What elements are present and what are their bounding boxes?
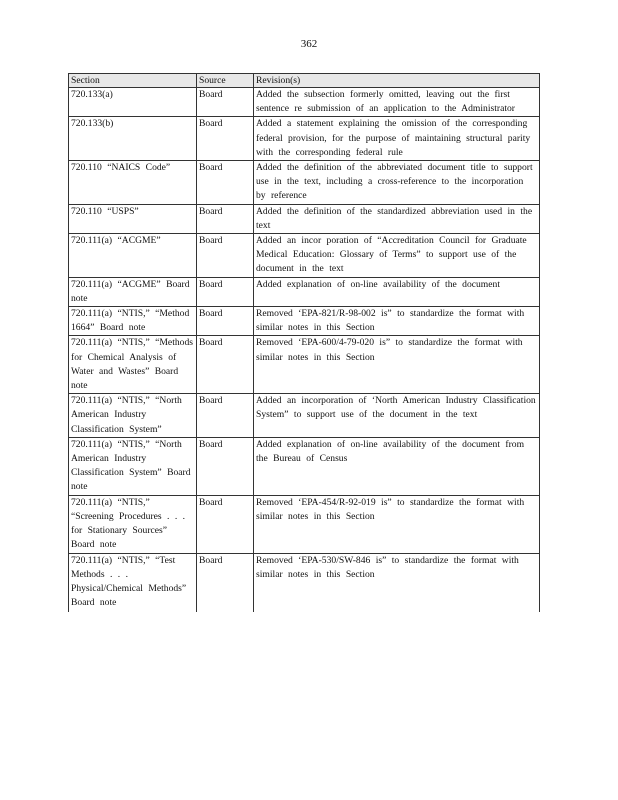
source-cell: Board [197,394,254,438]
header-source: Source [197,74,254,88]
section-cell: 720.111(a) “NTIS,” “North American Industry Classification System” [69,394,197,438]
table-row [69,307,540,336]
page-number: 362 [300,38,318,50]
table-row [69,117,540,161]
source-cell: Board [197,277,254,306]
table-row [69,234,540,278]
table-row [69,394,540,438]
table-row [69,161,540,205]
source-cell: Board [197,336,254,394]
source-cell: Board [197,204,254,233]
revision-cell: Added an incorporation of ‘North American Industry Classification System” to support use of the document in the text [254,394,540,438]
table-row [69,495,540,553]
table-header-row [69,74,540,88]
header-section: Section [69,74,197,88]
table-row [69,336,540,394]
revision-cell: Removed ‘EPA-530/SW-846 is” to standardize the format with similar notes in this Section [254,553,540,612]
table-row [69,437,540,495]
section-cell: 720.111(a) “NTIS,” “Methods for Chemical Analysis of Water and Wastes” Board note [69,336,197,394]
table-row [69,204,540,233]
source-cell: Board [197,553,254,612]
source-cell: Board [197,437,254,495]
revision-cell: Added an incor poration of “Accreditation Council for Graduate Medical Education: Glossary of Terms” to support use of the document in the text [254,234,540,278]
section-cell: 720.111(a) “ACGME” Board note [69,277,197,306]
revision-cell: Added the definition of the abbreviated document title to support use in the text, including a cross-reference to the incorporation by reference [254,161,540,205]
section-cell: 720.111(a) “ACGME” [69,234,197,278]
source-cell: Board [197,307,254,336]
section-cell: 720.111(a) “NTIS,” “Method 1664” Board note [69,307,197,336]
section-cell: 720.110 “NAICS Code” [69,161,197,205]
source-cell: Board [197,161,254,205]
revision-cell: Removed ‘EPA-454/R-92-019 is” to standardize the format with similar notes in this Section [254,495,540,553]
table-row [69,277,540,306]
revisions-table [68,73,540,612]
revision-cell: Added the subsection formerly omitted, leaving out the first sentence re submission of an application to the Administrator [254,88,540,117]
revision-cell: Added a statement explaining the omission of the corresponding federal provision, for the purpose of maintaining structural parity with the corresponding federal rule [254,117,540,161]
revision-cell: Added explanation of on-line availability of the document [254,277,540,306]
table-row [69,553,540,612]
table-row [69,88,540,117]
revision-cell: Removed ‘EPA-821/R-98-002 is” to standardize the format with similar notes in this Section [254,307,540,336]
section-cell: 720.111(a) “NTIS,” “Screening Procedures . . . for Stationary Sources” Board note [69,495,197,553]
source-cell: Board [197,495,254,553]
section-cell: 720.111(a) “NTIS,” “North American Industry Classification System” Board note [69,437,197,495]
section-cell: 720.133(b) [69,117,197,161]
source-cell: Board [197,234,254,278]
section-cell: 720.111(a) “NTIS,” “Test Methods . . . Physical/Chemical Methods” Board note [69,553,197,612]
source-cell: Board [197,88,254,117]
header-revision: Revision(s) [254,74,540,88]
revision-cell: Added explanation of on-line availability of the document from the Bureau of Census [254,437,540,495]
revision-cell: Removed ‘EPA-600/4-79-020 is” to standardize the format with similar notes in this Section [254,336,540,394]
section-cell: 720.110 “USPS” [69,204,197,233]
revision-cell: Added the definition of the standardized abbreviation used in the text [254,204,540,233]
section-cell: 720.133(a) [69,88,197,117]
source-cell: Board [197,117,254,161]
